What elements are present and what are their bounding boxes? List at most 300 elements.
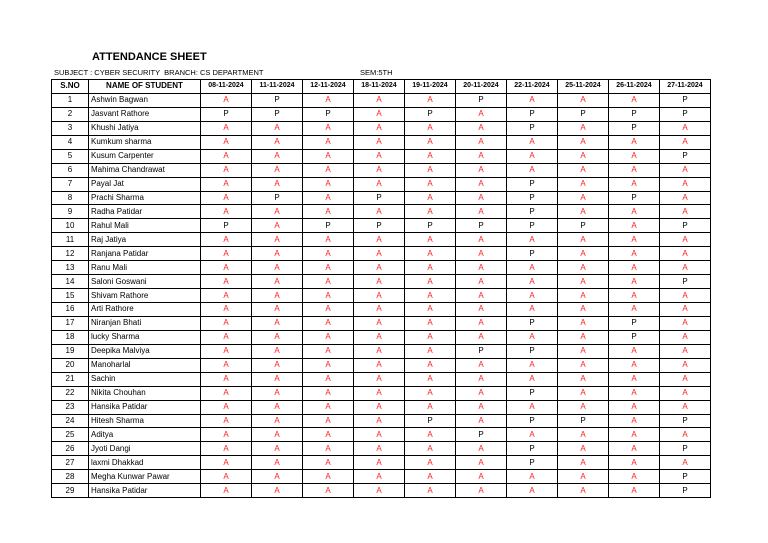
- serial-number: 12: [52, 247, 89, 261]
- attendance-mark: P: [660, 149, 711, 163]
- student-name: Ranjana Patidar: [89, 247, 201, 261]
- attendance-mark: A: [660, 205, 711, 219]
- attendance-mark: A: [456, 372, 507, 386]
- attendance-mark: A: [558, 456, 609, 470]
- attendance-mark: A: [507, 275, 558, 289]
- table-row: [52, 205, 711, 219]
- attendance-mark: A: [252, 470, 303, 484]
- attendance-mark: A: [252, 303, 303, 317]
- attendance-mark: A: [507, 163, 558, 177]
- attendance-mark: A: [609, 289, 660, 303]
- attendance-mark: A: [252, 247, 303, 261]
- student-name: Hansika Patidar: [89, 484, 201, 498]
- attendance-mark: A: [303, 233, 354, 247]
- attendance-mark: A: [252, 344, 303, 358]
- student-name: Mahima Chandrawat: [89, 163, 201, 177]
- attendance-mark: A: [303, 191, 354, 205]
- attendance-mark: A: [660, 261, 711, 275]
- attendance-mark: A: [303, 275, 354, 289]
- attendance-mark: P: [303, 219, 354, 233]
- attendance-mark: A: [201, 205, 252, 219]
- attendance-mark: A: [456, 414, 507, 428]
- attendance-mark: A: [252, 135, 303, 149]
- student-name: Raj Jatiya: [89, 233, 201, 247]
- attendance-mark: A: [252, 163, 303, 177]
- attendance-mark: A: [660, 163, 711, 177]
- attendance-mark: A: [252, 386, 303, 400]
- attendance-mark: P: [609, 191, 660, 205]
- attendance-mark: A: [354, 261, 405, 275]
- student-name: lucky Sharma: [89, 330, 201, 344]
- attendance-mark: A: [609, 484, 660, 498]
- attendance-mark: A: [354, 470, 405, 484]
- attendance-mark: P: [354, 219, 405, 233]
- attendance-mark: A: [201, 233, 252, 247]
- attendance-mark: A: [252, 149, 303, 163]
- attendance-mark: A: [201, 261, 252, 275]
- attendance-mark: P: [660, 219, 711, 233]
- attendance-rows: [52, 93, 711, 497]
- serial-number: 24: [52, 414, 89, 428]
- attendance-mark: A: [456, 191, 507, 205]
- table-header-row: [52, 80, 711, 94]
- attendance-mark: P: [507, 121, 558, 135]
- sheet-title: ATTENDANCE SHEET: [92, 51, 207, 63]
- attendance-mark: A: [609, 386, 660, 400]
- attendance-mark: A: [354, 484, 405, 498]
- attendance-mark: A: [201, 442, 252, 456]
- attendance-mark: A: [252, 316, 303, 330]
- student-name: Rahul Mali: [89, 219, 201, 233]
- serial-number: 14: [52, 275, 89, 289]
- attendance-mark: A: [660, 456, 711, 470]
- attendance-mark: A: [303, 358, 354, 372]
- attendance-mark: A: [456, 107, 507, 121]
- student-name: laxmi Dhakkad: [89, 456, 201, 470]
- table-row: [52, 121, 711, 135]
- attendance-mark: A: [609, 177, 660, 191]
- attendance-mark: A: [201, 149, 252, 163]
- attendance-mark: A: [660, 330, 711, 344]
- attendance-mark: A: [252, 205, 303, 219]
- attendance-mark: A: [609, 149, 660, 163]
- attendance-mark: P: [303, 107, 354, 121]
- attendance-mark: P: [354, 191, 405, 205]
- attendance-mark: A: [456, 233, 507, 247]
- attendance-mark: A: [507, 303, 558, 317]
- attendance-mark: A: [558, 442, 609, 456]
- attendance-mark: A: [507, 330, 558, 344]
- attendance-mark: A: [201, 484, 252, 498]
- attendance-mark: A: [609, 233, 660, 247]
- table-row: [52, 414, 711, 428]
- attendance-mark: A: [303, 330, 354, 344]
- table-row: [52, 177, 711, 191]
- student-name: Arti Rathore: [89, 303, 201, 317]
- attendance-mark: A: [201, 414, 252, 428]
- attendance-mark: A: [660, 303, 711, 317]
- date-header: 25-11-2024: [558, 80, 609, 94]
- serial-number: 19: [52, 344, 89, 358]
- attendance-mark: P: [405, 219, 456, 233]
- attendance-mark: A: [252, 442, 303, 456]
- attendance-mark: A: [456, 163, 507, 177]
- table-row: [52, 386, 711, 400]
- attendance-mark: A: [303, 470, 354, 484]
- table-row: [52, 261, 711, 275]
- attendance-mark: A: [354, 247, 405, 261]
- table-row: [52, 344, 711, 358]
- attendance-mark: P: [507, 456, 558, 470]
- serial-number: 15: [52, 289, 89, 303]
- attendance-mark: P: [609, 107, 660, 121]
- attendance-mark: A: [354, 400, 405, 414]
- student-name: Kusum Carpenter: [89, 149, 201, 163]
- attendance-mark: A: [354, 163, 405, 177]
- attendance-mark: A: [558, 330, 609, 344]
- attendance-mark: A: [405, 358, 456, 372]
- student-name: Megha Kunwar Pawar: [89, 470, 201, 484]
- attendance-mark: A: [609, 93, 660, 107]
- attendance-mark: A: [252, 400, 303, 414]
- table-row: [52, 289, 711, 303]
- attendance-mark: A: [354, 135, 405, 149]
- attendance-mark: P: [507, 107, 558, 121]
- attendance-mark: A: [405, 247, 456, 261]
- attendance-mark: A: [660, 372, 711, 386]
- attendance-mark: A: [405, 205, 456, 219]
- attendance-mark: P: [507, 386, 558, 400]
- attendance-mark: A: [201, 330, 252, 344]
- serial-number: 27: [52, 456, 89, 470]
- table-row: [52, 372, 711, 386]
- attendance-mark: A: [507, 484, 558, 498]
- student-name: Radha Patidar: [89, 205, 201, 219]
- attendance-mark: A: [201, 428, 252, 442]
- attendance-mark: P: [558, 107, 609, 121]
- attendance-mark: A: [405, 261, 456, 275]
- table-row: [52, 484, 711, 498]
- student-name: Khushi Jatiya: [89, 121, 201, 135]
- attendance-mark: A: [201, 372, 252, 386]
- attendance-table: [51, 79, 711, 498]
- student-name: Jyoti Dangi: [89, 442, 201, 456]
- attendance-mark: A: [303, 93, 354, 107]
- attendance-mark: A: [507, 93, 558, 107]
- serial-number: 3: [52, 121, 89, 135]
- attendance-mark: A: [507, 428, 558, 442]
- attendance-mark: P: [456, 344, 507, 358]
- attendance-mark: P: [609, 121, 660, 135]
- student-name: Ranu Mali: [89, 261, 201, 275]
- attendance-mark: A: [303, 428, 354, 442]
- attendance-mark: A: [354, 316, 405, 330]
- attendance-mark: A: [507, 233, 558, 247]
- attendance-mark: A: [456, 121, 507, 135]
- attendance-mark: P: [201, 219, 252, 233]
- attendance-mark: A: [405, 330, 456, 344]
- attendance-mark: A: [354, 93, 405, 107]
- attendance-mark: A: [456, 330, 507, 344]
- serial-number: 11: [52, 233, 89, 247]
- attendance-mark: A: [354, 303, 405, 317]
- attendance-mark: A: [405, 121, 456, 135]
- attendance-mark: A: [456, 275, 507, 289]
- attendance-mark: P: [660, 275, 711, 289]
- attendance-mark: A: [660, 191, 711, 205]
- attendance-mark: A: [558, 303, 609, 317]
- attendance-mark: P: [507, 191, 558, 205]
- attendance-mark: A: [609, 205, 660, 219]
- serial-number: 6: [52, 163, 89, 177]
- attendance-mark: A: [558, 470, 609, 484]
- attendance-mark: A: [456, 149, 507, 163]
- attendance-mark: A: [303, 135, 354, 149]
- student-name: Manoharlal: [89, 358, 201, 372]
- attendance-mark: A: [660, 289, 711, 303]
- attendance-mark: P: [252, 107, 303, 121]
- attendance-mark: A: [303, 303, 354, 317]
- attendance-mark: A: [201, 470, 252, 484]
- attendance-mark: A: [609, 261, 660, 275]
- attendance-mark: A: [252, 233, 303, 247]
- attendance-mark: A: [405, 149, 456, 163]
- attendance-mark: A: [456, 456, 507, 470]
- attendance-mark: A: [558, 386, 609, 400]
- attendance-mark: A: [558, 135, 609, 149]
- attendance-mark: A: [303, 456, 354, 470]
- table-row: [52, 400, 711, 414]
- table-row: [52, 303, 711, 317]
- attendance-mark: A: [609, 414, 660, 428]
- attendance-mark: A: [252, 372, 303, 386]
- serial-number: 7: [52, 177, 89, 191]
- student-name: Ashwin Bagwan: [89, 93, 201, 107]
- attendance-mark: A: [558, 247, 609, 261]
- attendance-mark: A: [405, 372, 456, 386]
- semester-label: SEM:5TH: [360, 68, 393, 77]
- attendance-mark: A: [558, 428, 609, 442]
- attendance-mark: P: [660, 442, 711, 456]
- attendance-mark: A: [252, 484, 303, 498]
- attendance-mark: P: [201, 107, 252, 121]
- table-row: [52, 316, 711, 330]
- name-header: NAME OF STUDENT: [89, 80, 201, 94]
- attendance-mark: A: [558, 191, 609, 205]
- table-row: [52, 456, 711, 470]
- date-header: 22-11-2024: [507, 80, 558, 94]
- table-row: [52, 135, 711, 149]
- student-name: Niranjan Bhati: [89, 316, 201, 330]
- attendance-mark: A: [303, 484, 354, 498]
- attendance-mark: A: [201, 400, 252, 414]
- attendance-mark: A: [252, 289, 303, 303]
- attendance-mark: P: [558, 219, 609, 233]
- attendance-mark: A: [660, 177, 711, 191]
- attendance-mark: A: [558, 121, 609, 135]
- attendance-mark: A: [558, 275, 609, 289]
- date-header: 11-11-2024: [252, 80, 303, 94]
- student-name: Nikita Chouhan: [89, 386, 201, 400]
- attendance-mark: A: [507, 261, 558, 275]
- attendance-mark: A: [303, 247, 354, 261]
- attendance-mark: A: [354, 372, 405, 386]
- attendance-mark: A: [558, 484, 609, 498]
- subject-branch-line: SUBJECT : CYBER SECURITY BRANCH: CS DEPARTMENT: [54, 68, 264, 77]
- attendance-mark: A: [405, 233, 456, 247]
- serial-number: 5: [52, 149, 89, 163]
- table-row: [52, 149, 711, 163]
- serial-number: 20: [52, 358, 89, 372]
- serial-number: 2: [52, 107, 89, 121]
- attendance-mark: A: [252, 456, 303, 470]
- attendance-mark: A: [609, 303, 660, 317]
- attendance-mark: A: [558, 316, 609, 330]
- attendance-mark: A: [252, 275, 303, 289]
- attendance-mark: A: [660, 233, 711, 247]
- attendance-mark: A: [558, 177, 609, 191]
- student-name: Kumkum sharma: [89, 135, 201, 149]
- student-name: Payal Jat: [89, 177, 201, 191]
- attendance-mark: A: [507, 372, 558, 386]
- attendance-mark: A: [456, 289, 507, 303]
- attendance-mark: A: [252, 358, 303, 372]
- serial-number: 10: [52, 219, 89, 233]
- serial-number: 21: [52, 372, 89, 386]
- attendance-mark: A: [507, 135, 558, 149]
- attendance-mark: A: [660, 344, 711, 358]
- serial-number: 18: [52, 330, 89, 344]
- attendance-mark: P: [507, 316, 558, 330]
- attendance-mark: A: [660, 121, 711, 135]
- attendance-mark: A: [354, 275, 405, 289]
- student-name: Deepika Malviya: [89, 344, 201, 358]
- table-row: [52, 107, 711, 121]
- date-header: 27-11-2024: [660, 80, 711, 94]
- table-row: [52, 442, 711, 456]
- attendance-mark: A: [405, 386, 456, 400]
- table-row: [52, 275, 711, 289]
- attendance-mark: A: [507, 470, 558, 484]
- attendance-mark: A: [609, 275, 660, 289]
- attendance-mark: A: [252, 121, 303, 135]
- attendance-mark: A: [456, 205, 507, 219]
- attendance-mark: P: [660, 414, 711, 428]
- attendance-mark: A: [456, 470, 507, 484]
- attendance-mark: A: [201, 456, 252, 470]
- attendance-mark: A: [252, 414, 303, 428]
- attendance-mark: A: [507, 400, 558, 414]
- attendance-mark: A: [405, 135, 456, 149]
- attendance-mark: P: [456, 219, 507, 233]
- attendance-mark: A: [507, 149, 558, 163]
- attendance-mark: P: [405, 107, 456, 121]
- attendance-mark: A: [405, 470, 456, 484]
- attendance-mark: A: [507, 289, 558, 303]
- attendance-mark: A: [303, 442, 354, 456]
- serial-number: 17: [52, 316, 89, 330]
- student-name: Hitesh Sharma: [89, 414, 201, 428]
- table-row: [52, 191, 711, 205]
- attendance-mark: A: [354, 107, 405, 121]
- attendance-mark: A: [456, 484, 507, 498]
- attendance-mark: P: [660, 93, 711, 107]
- attendance-mark: A: [609, 442, 660, 456]
- attendance-mark: A: [354, 456, 405, 470]
- attendance-mark: A: [405, 316, 456, 330]
- attendance-mark: A: [405, 191, 456, 205]
- attendance-mark: P: [405, 414, 456, 428]
- attendance-mark: A: [201, 303, 252, 317]
- attendance-mark: A: [405, 163, 456, 177]
- attendance-mark: A: [456, 303, 507, 317]
- attendance-mark: A: [354, 386, 405, 400]
- date-header: 20-11-2024: [456, 80, 507, 94]
- attendance-mark: A: [354, 233, 405, 247]
- serial-number: 26: [52, 442, 89, 456]
- attendance-mark: P: [660, 107, 711, 121]
- attendance-mark: A: [405, 400, 456, 414]
- attendance-mark: A: [456, 261, 507, 275]
- student-name: Aditya: [89, 428, 201, 442]
- attendance-mark: A: [558, 205, 609, 219]
- attendance-mark: P: [252, 191, 303, 205]
- serial-number: 16: [52, 303, 89, 317]
- serial-number: 22: [52, 386, 89, 400]
- attendance-mark: A: [456, 316, 507, 330]
- date-header: 08-11-2024: [201, 80, 252, 94]
- attendance-mark: A: [303, 344, 354, 358]
- attendance-mark: A: [456, 358, 507, 372]
- attendance-mark: A: [558, 163, 609, 177]
- attendance-mark: A: [201, 93, 252, 107]
- attendance-mark: P: [507, 414, 558, 428]
- attendance-mark: A: [303, 121, 354, 135]
- attendance-mark: A: [303, 205, 354, 219]
- attendance-mark: A: [660, 386, 711, 400]
- attendance-mark: A: [354, 344, 405, 358]
- attendance-mark: A: [405, 456, 456, 470]
- attendance-mark: P: [252, 93, 303, 107]
- attendance-mark: A: [201, 275, 252, 289]
- attendance-mark: A: [201, 247, 252, 261]
- attendance-mark: A: [609, 400, 660, 414]
- attendance-mark: A: [405, 289, 456, 303]
- attendance-mark: A: [354, 428, 405, 442]
- attendance-mark: A: [558, 372, 609, 386]
- attendance-mark: A: [609, 372, 660, 386]
- attendance-mark: A: [558, 358, 609, 372]
- attendance-mark: A: [609, 358, 660, 372]
- attendance-mark: A: [201, 177, 252, 191]
- attendance-mark: A: [405, 344, 456, 358]
- attendance-mark: A: [201, 289, 252, 303]
- attendance-mark: A: [303, 289, 354, 303]
- table-row: [52, 470, 711, 484]
- attendance-mark: A: [405, 484, 456, 498]
- attendance-mark: A: [303, 400, 354, 414]
- attendance-mark: A: [354, 149, 405, 163]
- attendance-mark: A: [456, 442, 507, 456]
- attendance-mark: A: [354, 414, 405, 428]
- table-row: [52, 219, 711, 233]
- attendance-mark: A: [609, 219, 660, 233]
- attendance-mark: A: [558, 149, 609, 163]
- attendance-mark: A: [354, 358, 405, 372]
- attendance-mark: A: [609, 163, 660, 177]
- serial-number: 13: [52, 261, 89, 275]
- attendance-mark: A: [456, 247, 507, 261]
